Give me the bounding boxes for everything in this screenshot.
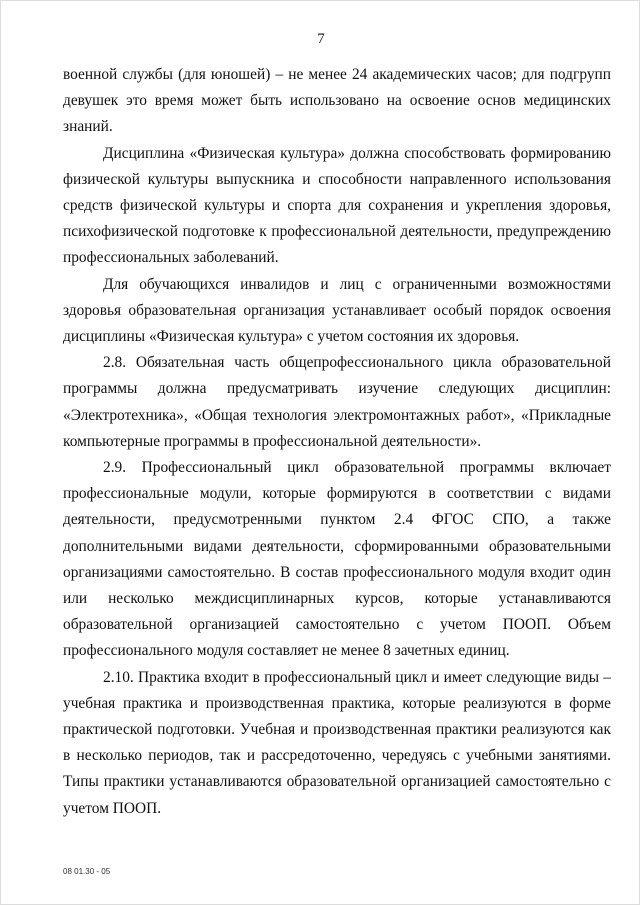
footer-document-code: 08 01.30 - 05 [63, 867, 111, 876]
paragraph-2-9: 2.9. Профессиональный цикл образовательной программы включает профессиональные модули, которые формируются в соответствии с видами деятельности, предусмотренными пунктом 2.4 ФГОС СПО, а также дополнительными видами деятельности, сформированными образовательными организациями самостоятельно. В состав профессионального модуля входит один или несколько междисциплинарных курсов, которые устанавливаются образовательной организацией самостоятельно с учетом ПООП. Объем профессионального модуля составляет не менее 8 зачетных единиц. [63, 459, 611, 660]
paragraph-2-10: 2.10. Практика входит в профессиональный цикл и имеет следующие виды – учебная практика и производственная практика, которые реализуются в форме практической подготовки. Учебная и производственная практики реализуются как в несколько периодов, так и рассредоточенно, чередуясь с учебными занятиями. Типы практики устанавливаются образовательной организацией самостоятельно с учетом ПООП. [63, 668, 611, 817]
document-body [63, 62, 611, 822]
paragraph-disabled-students: Для обучающихся инвалидов и лиц с ограниченными возможностями здоровья образовательная организация устанавливает особый порядок освоения дисциплины «Физическая культура» с учетом состояния их здоровья. [63, 275, 611, 346]
paragraph-2-8: 2.8. Обязательная часть общепрофессионального цикла образовательной программы должна предусматривать изучение следующих дисциплин: «Электротехника», «Общая технология электромонтажных работ», «Прикладные компьютерные программы в профессиональной деятельности». [63, 354, 611, 450]
page-number: 7 [317, 31, 325, 47]
paragraph-continuation: военной службы (для юношей) – не менее 24 академических часов; для подгрупп девушек это время может быть использовано на освоение основ медицинских знаний. [63, 66, 611, 136]
paragraph-physical-culture: Дисциплина «Физическая культура» должна способствовать формированию физической культуры выпускника и способности направленного использования средств физической культуры и спорта для сохранения и укрепления здоровья, психофизической подготовке к профессиональной деятельности, предупреждению профессиональных заболеваний. [63, 144, 611, 267]
